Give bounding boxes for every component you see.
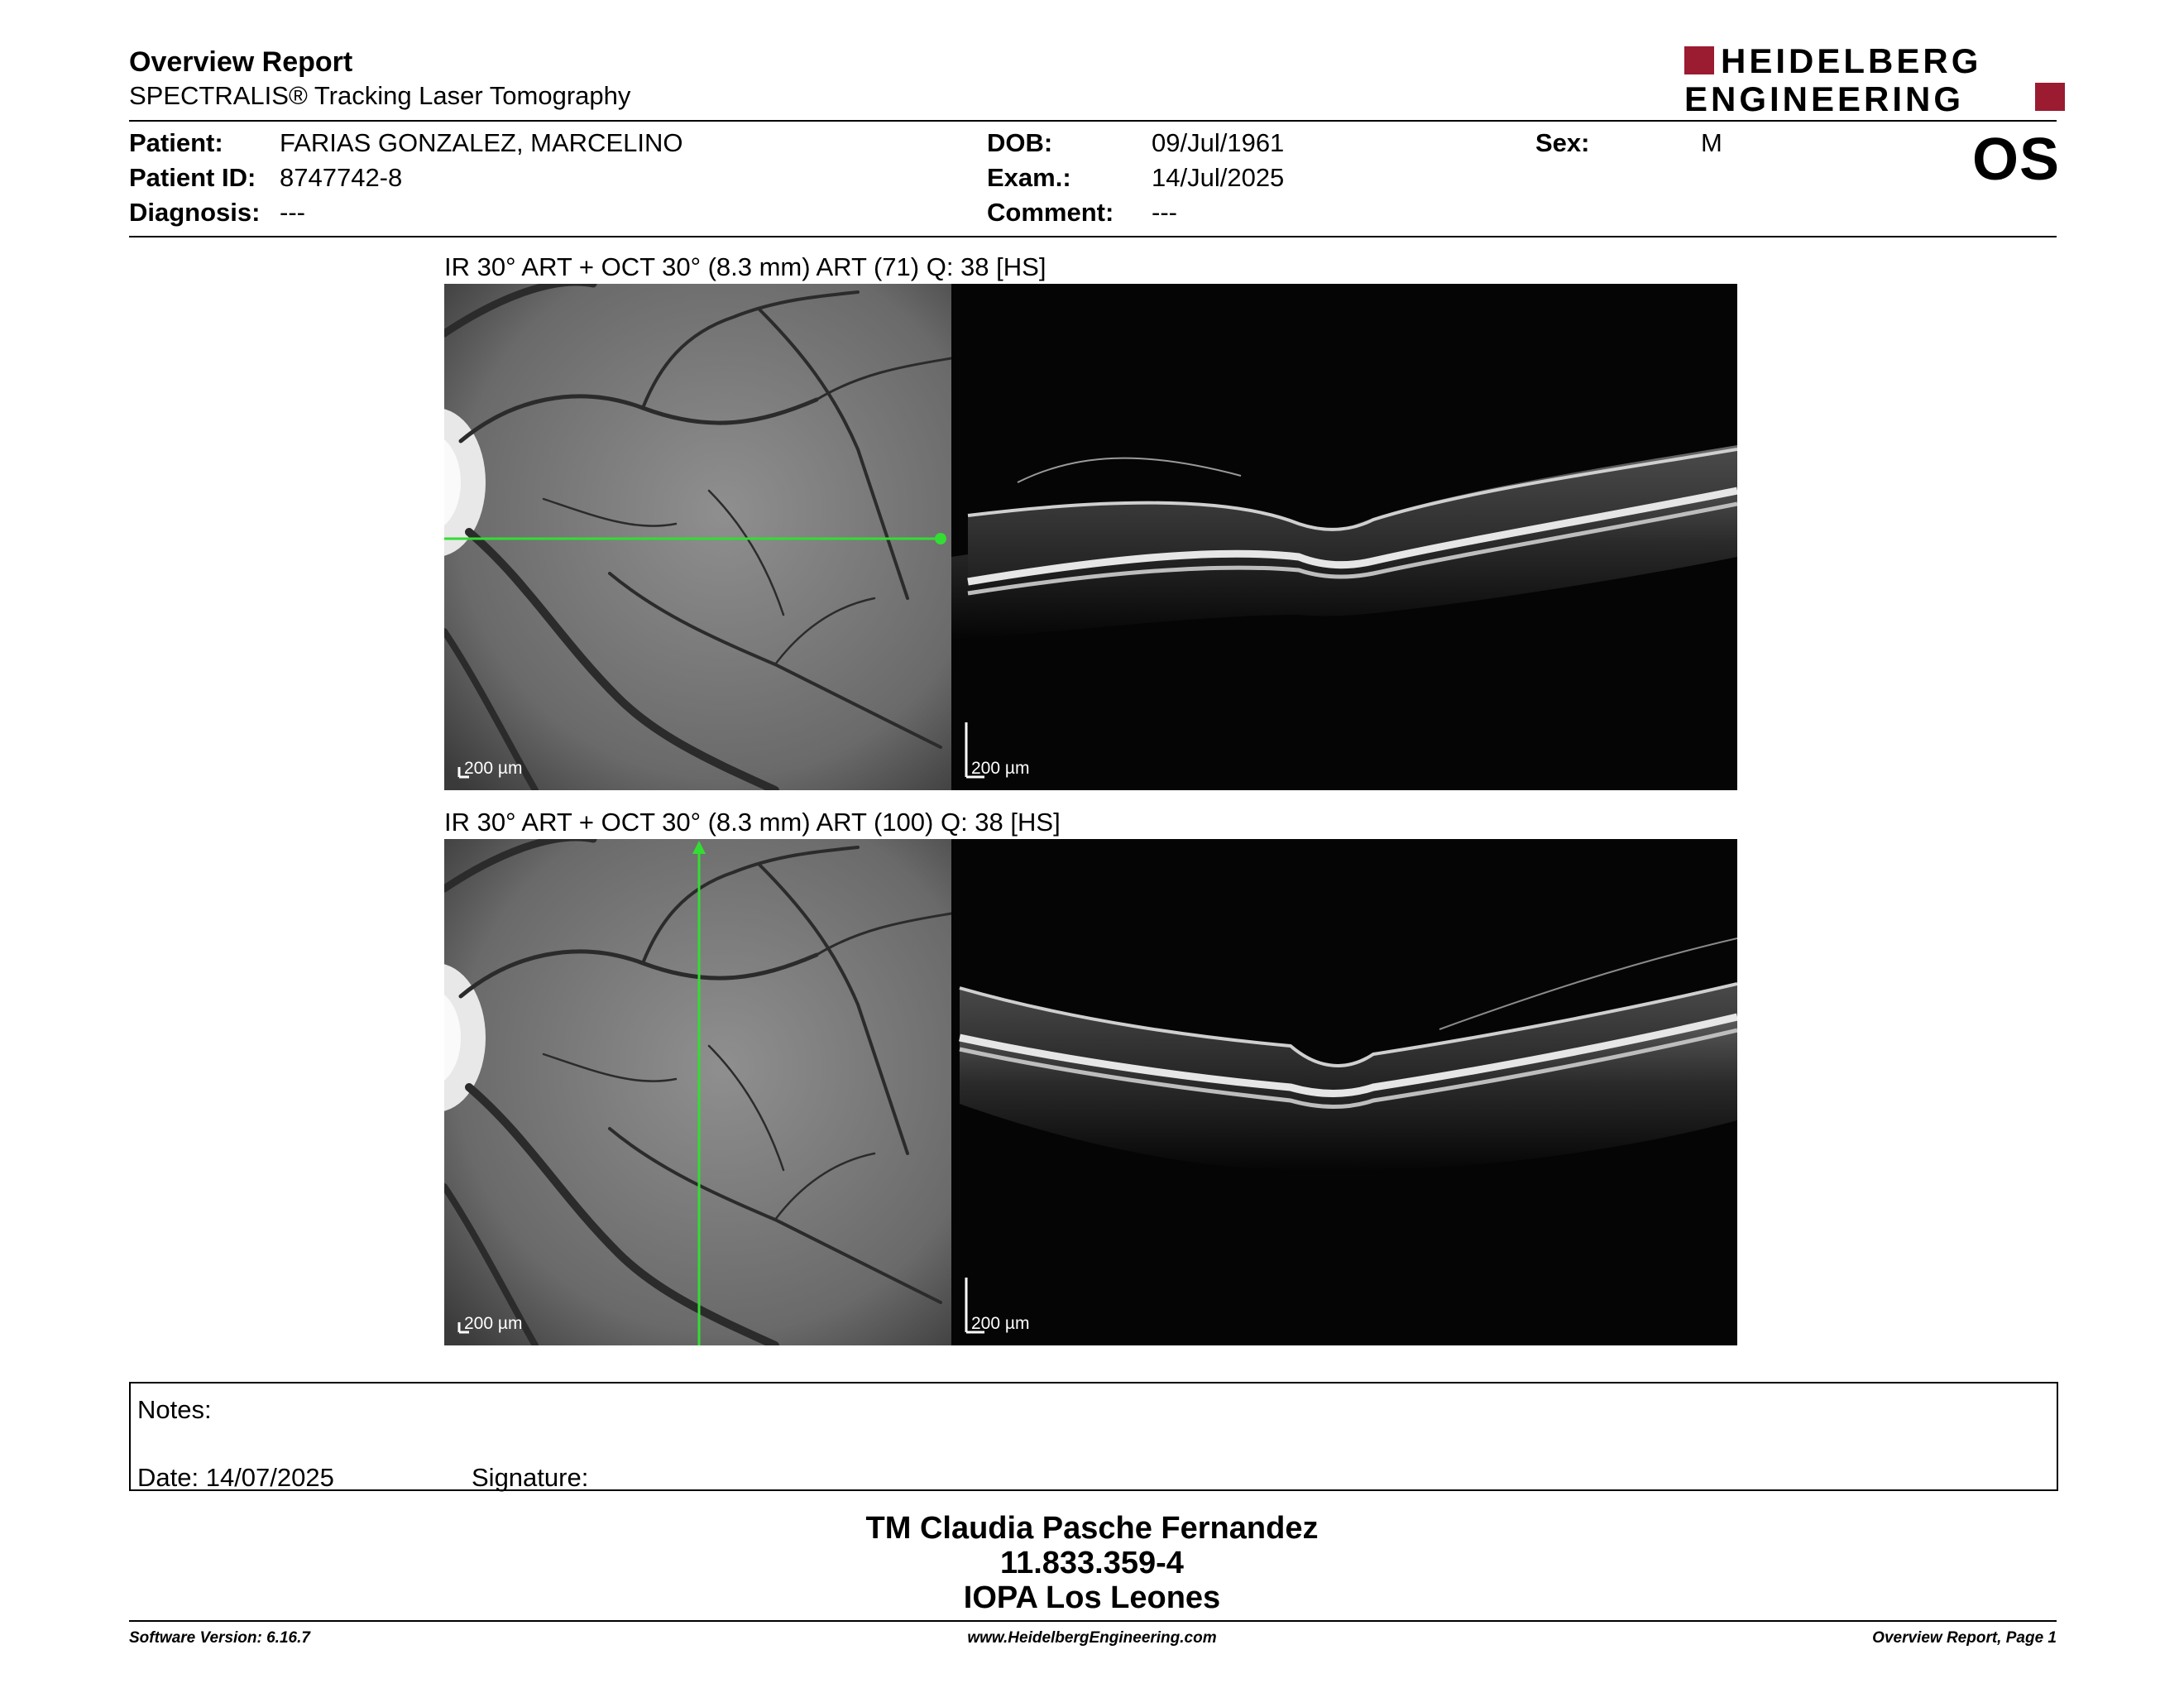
fundus-scale-2: 200 µm: [464, 1314, 523, 1333]
signer-institution: IOPA Los Leones: [963, 1580, 1221, 1615]
signer-name: TM Claudia Pasche Fernandez: [865, 1511, 1319, 1546]
diagnosis-value: ---: [280, 198, 305, 227]
notes-box[interactable]: [129, 1382, 2058, 1491]
oct-scale-2: 200 µm: [971, 1314, 1030, 1333]
patient-id-label: Patient ID:: [129, 163, 256, 192]
eye-indicator: OS: [1972, 127, 2061, 193]
logo-line2: ENGINEERING: [1684, 79, 1965, 116]
fundus-image-1: [444, 284, 951, 790]
fundus-image-2: [444, 839, 951, 1345]
oct-bscan-2: [951, 839, 1737, 1345]
comment-label: Comment:: [987, 198, 1114, 227]
page-indicator: Overview Report, Page 1: [1872, 1629, 2057, 1647]
report-subtitle: SPECTRALIS® Tracking Laser Tomography: [129, 81, 631, 110]
software-version: Software Version: 6.16.7: [129, 1629, 310, 1647]
scan-caption-2: IR 30° ART + OCT 30° (8.3 mm) ART (100) Q: 38 [HS]: [444, 808, 1061, 837]
dob-value: 09/Jul/1961: [1152, 128, 1285, 157]
dob-label: DOB:: [987, 128, 1053, 157]
sex-label: Sex:: [1535, 128, 1590, 157]
patient-label: Patient:: [129, 128, 223, 157]
notes-signature-label: Signature:: [472, 1463, 589, 1492]
sex-value: M: [1701, 128, 1722, 157]
patient-name: FARIAS GONZALEZ, MARCELINO: [280, 128, 683, 157]
report-title: Overview Report: [129, 46, 353, 78]
heidelberg-logo: [1684, 45, 2065, 116]
oct-scale-1: 200 µm: [971, 759, 1030, 778]
header-divider: [129, 120, 2057, 122]
website-link[interactable]: www.HeidelbergEngineering.com: [967, 1629, 1217, 1647]
oct-bscan-1: [951, 284, 1737, 790]
signer-id: 11.833.359-4: [1000, 1546, 1184, 1580]
logo-line1: HEIDELBERG: [1721, 45, 1982, 80]
comment-value: ---: [1152, 198, 1177, 227]
exam-label: Exam.:: [987, 163, 1071, 192]
patient-id: 8747742-8: [280, 163, 403, 192]
exam-value: 14/Jul/2025: [1152, 163, 1285, 192]
notes-date: Date: 14/07/2025: [137, 1463, 334, 1492]
notes-label: Notes:: [137, 1395, 212, 1424]
patient-divider: [129, 236, 2057, 237]
scan-caption-1: IR 30° ART + OCT 30° (8.3 mm) ART (71) Q: 38 [HS]: [444, 252, 1046, 281]
diagnosis-label: Diagnosis:: [129, 198, 261, 227]
fundus-scale-1: 200 µm: [464, 759, 523, 778]
footer-divider: [129, 1620, 2057, 1622]
